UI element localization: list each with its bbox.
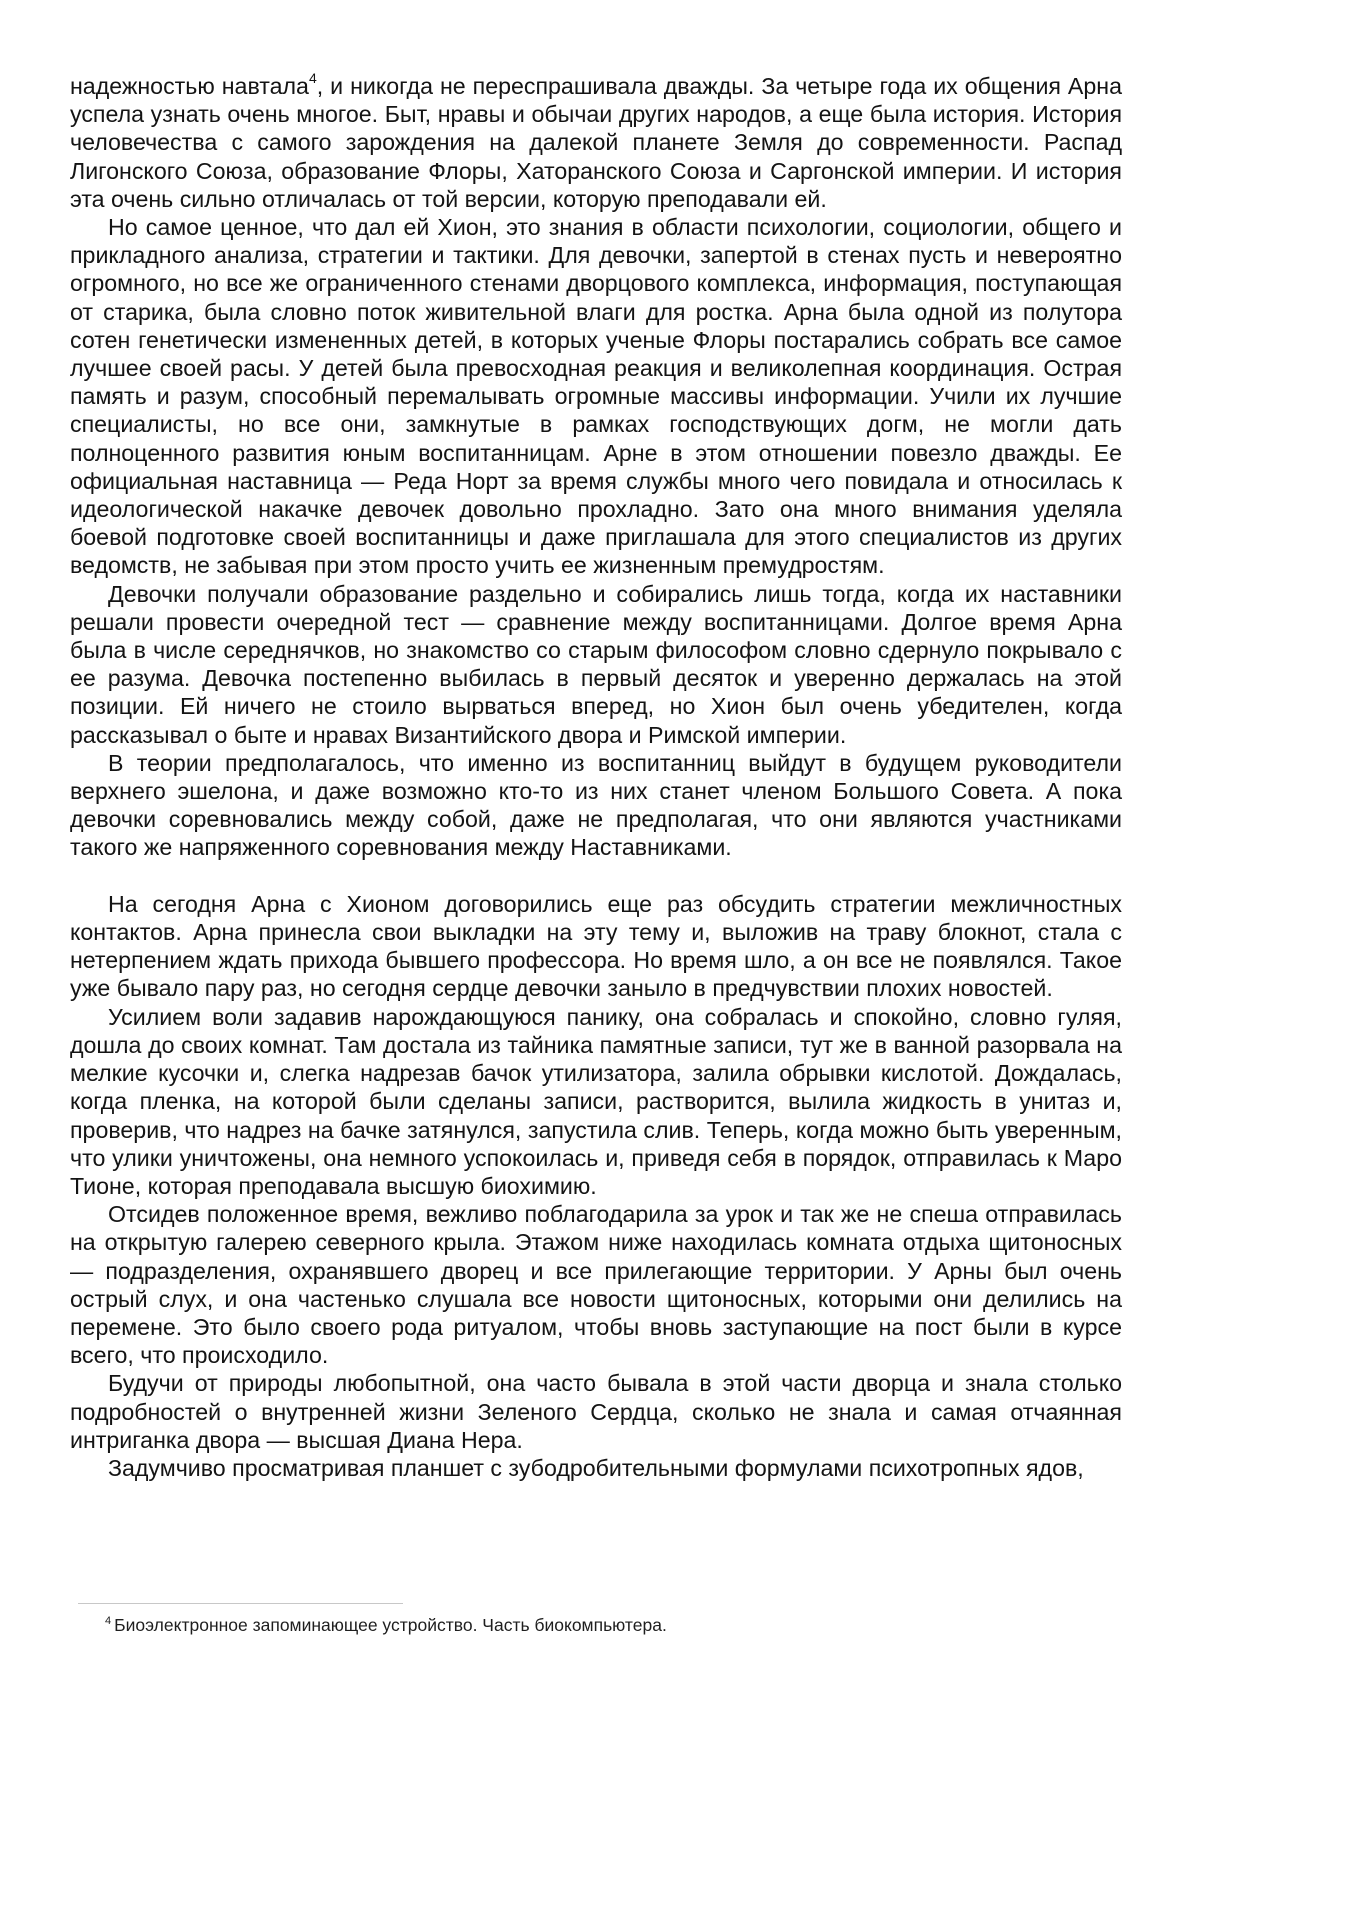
body-text bbox=[70, 72, 1122, 1482]
paragraph-2: Но самое ценное, что дал ей Хион, это знания в области психологии, социологии, общего и прикладного анализа, стратегии и тактики. Для девочки, запертой в стенах пусть и невероятно огромного, но все же ограниченного стенами дворцового комплекса, информация, поступающая от старика, была словно поток живительной влаги для ростка. Арна была одной из полутора сотен генетически измененных детей, в которых ученые Флоры постарались собрать все самое лучшее своей расы. У детей была превосходная реакция и великолепная координация. Острая память и разум, способный перемалывать огромные массивы информации. Учили их лучшие специалисты, но все они, замкнутые в рамках господствующих догм, не могли дать полноценного развития юным воспитанницам. Арне в этом отношении повезло дважды. Ее официальная наставница — Реда Норт за время службы много чего повидала и относилась к идеологической накачке девочек довольно прохладно. Зато она много внимания уделяла боевой подготовке своей воспитанницы и даже приглашала для этого специалистов из других ведомств, не забывая при этом просто учить ее жизненным премудростям. bbox=[70, 214, 1122, 579]
paragraph-8: Будучи от природы любопытной, она часто бывала в этой части дворца и знала столько подробностей о внутренней жизни Зеленого Сердца, сколько не знала и самая отчаянная интриганка двора — высшая Диана Нера. bbox=[70, 1370, 1122, 1453]
footnote bbox=[105, 1614, 1105, 1636]
paragraph-7: Отсидев положенное время, вежливо поблагодарила за урок и так же не спеша отправилась на открытую галерею северного крыла. Этажом ниже находилась комната отдыха щитоносных — подразделения, охранявшего дворец и все прилегающие территории. У Арны был очень острый слух, и она частенько слушала все новости щитоносных, которыми они делились на перемене. Это было своего рода ритуалом, чтобы вновь заступающие на пост были в курсе всего, что происходило. bbox=[70, 1201, 1122, 1369]
paragraph-5: На сегодня Арна с Хионом договорились еще раз обсудить стратегии межличностных контактов. Арна принесла свои выкладки на эту тему и, выложив на траву блокнот, стала с нетерпением ждать прихода бывшего профессора. Но время шло, а он все не появлялся. Такое уже бывало пару раз, но сегодня сердце девочки заныло в предчувствии плохих новостей. bbox=[70, 890, 1122, 1002]
paragraph-1-rest: , и никогда не переспрашивала дважды. За четыре года их общения Арна успела узнать очень многое. Быт, нравы и обычаи других народов, а еще была история. История человечества с самого зарождения на далекой планете Земля до современности. Распад Лигонского Союза, образование Флоры, Хаторанского Союза и Саргонской империи. И история эта очень сильно отличалась от той версии, которую преподавали ей. bbox=[70, 73, 1122, 212]
footnote-divider bbox=[78, 1603, 403, 1604]
footnote-text: Биоэлектронное запоминающее устройство. Часть биокомпьютера. bbox=[114, 1615, 667, 1635]
paragraph-4: В теории предполагалось, что именно из воспитанниц выйдут в будущем руководители верхнего эшелона, и даже возможно кто-то из них станет членом Большого Совета. А пока девочки соревновались между собой, даже не предполагая, что они являются участниками такого же напряженного соревнования между Наставниками. bbox=[70, 749, 1122, 861]
footnote-reference: 4 bbox=[308, 70, 317, 87]
paragraph-1-lead: надежностью навтала bbox=[70, 73, 309, 99]
paragraph-6: Усилием воли задавив нарождающуюся панику, она собралась и спокойно, словно гуляя, дошла до своих комнат. Там достала из тайника памятные записи, тут же в ванной разорвала на мелкие кусочки и, слегка надрезав бачок утилизатора, залила обрывки кислотой. Дождалась, когда пленка, на которой были сделаны записи, растворится, вылила жидкость в унитаз и, проверив, что надрез на бачке затянулся, запустила слив. Теперь, когда можно быть уверенным, что улики уничтожены, она немного успокоилась и, приведя себя в порядок, отправилась к Маро Тионе, которая преподавала высшую биохимию. bbox=[70, 1003, 1122, 1199]
paragraph-3: Девочки получали образование раздельно и собирались лишь тогда, когда их наставники решали провести очередной тест — сравнение между воспитанницами. Долгое время Арна была в числе середнячков, но знакомство со старым философом словно сдернуло покрывало с ее разума. Девочка постепенно выбилась в первый десяток и уверенно держалась на этой позиции. Ей ничего не стоило вырваться вперед, но Хион был очень убедителен, когда рассказывал о быте и нравах Византийского двора и Римской империи. bbox=[70, 580, 1122, 748]
paragraph-9: Задумчиво просматривая планшет с зубодробительными формулами психотропных ядов, bbox=[108, 1454, 1084, 1481]
footnote-number: 4 bbox=[105, 1615, 112, 1628]
paragraph-1 bbox=[70, 72, 1122, 213]
